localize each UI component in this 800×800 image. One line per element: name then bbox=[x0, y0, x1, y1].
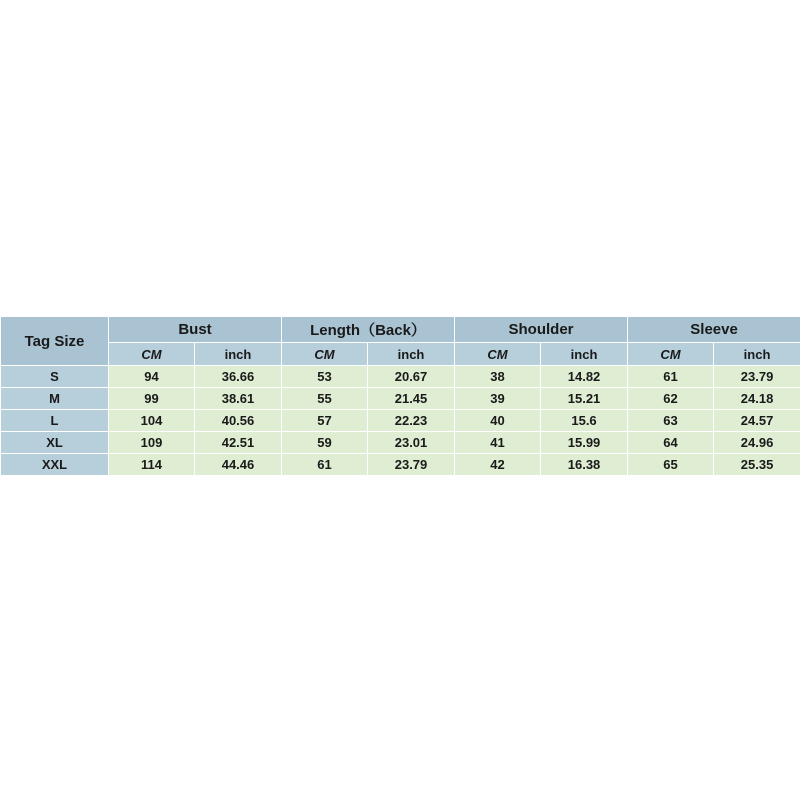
header-unit-length-inch: inch bbox=[368, 343, 455, 366]
cell-length-inch: 22.23 bbox=[368, 410, 455, 432]
cell-sleeve-cm: 65 bbox=[628, 454, 714, 476]
table-row bbox=[1, 366, 800, 388]
cell-bust-inch: 36.66 bbox=[195, 366, 282, 388]
cell-sleeve-inch: 24.96 bbox=[714, 432, 800, 454]
table-row bbox=[1, 410, 800, 432]
table-row bbox=[1, 454, 800, 476]
header-tag-size: Tag Size bbox=[1, 317, 109, 366]
cell-bust-cm: 104 bbox=[109, 410, 195, 432]
cell-sleeve-cm: 62 bbox=[628, 388, 714, 410]
table-body bbox=[1, 366, 800, 476]
size-chart-table bbox=[0, 316, 800, 476]
header-row-units bbox=[1, 343, 800, 366]
cell-length-cm: 57 bbox=[282, 410, 368, 432]
header-unit-bust-cm: CM bbox=[109, 343, 195, 366]
cell-shoulder-cm: 42 bbox=[455, 454, 541, 476]
row-size-label: L bbox=[1, 410, 109, 432]
cell-bust-inch: 38.61 bbox=[195, 388, 282, 410]
cell-shoulder-inch: 15.99 bbox=[541, 432, 628, 454]
row-size-label: S bbox=[1, 366, 109, 388]
header-row-groups bbox=[1, 317, 800, 343]
cell-sleeve-inch: 24.18 bbox=[714, 388, 800, 410]
row-size-label: XL bbox=[1, 432, 109, 454]
cell-sleeve-inch: 24.57 bbox=[714, 410, 800, 432]
cell-bust-cm: 109 bbox=[109, 432, 195, 454]
cell-sleeve-cm: 61 bbox=[628, 366, 714, 388]
header-group-bust: Bust bbox=[109, 317, 282, 343]
header-unit-length-cm: CM bbox=[282, 343, 368, 366]
cell-sleeve-inch: 23.79 bbox=[714, 366, 800, 388]
cell-length-cm: 53 bbox=[282, 366, 368, 388]
header-unit-shoulder-cm: CM bbox=[455, 343, 541, 366]
cell-shoulder-inch: 15.21 bbox=[541, 388, 628, 410]
cell-length-inch: 23.01 bbox=[368, 432, 455, 454]
cell-shoulder-cm: 41 bbox=[455, 432, 541, 454]
cell-shoulder-inch: 14.82 bbox=[541, 366, 628, 388]
cell-shoulder-cm: 39 bbox=[455, 388, 541, 410]
header-group-shoulder: Shoulder bbox=[455, 317, 628, 343]
row-size-label: M bbox=[1, 388, 109, 410]
header-unit-bust-inch: inch bbox=[195, 343, 282, 366]
cell-shoulder-cm: 40 bbox=[455, 410, 541, 432]
cell-length-cm: 55 bbox=[282, 388, 368, 410]
header-unit-sleeve-cm: CM bbox=[628, 343, 714, 366]
size-chart-container bbox=[0, 316, 800, 476]
cell-bust-cm: 94 bbox=[109, 366, 195, 388]
cell-sleeve-cm: 63 bbox=[628, 410, 714, 432]
cell-shoulder-inch: 16.38 bbox=[541, 454, 628, 476]
cell-shoulder-cm: 38 bbox=[455, 366, 541, 388]
table-header bbox=[1, 317, 800, 366]
table-row bbox=[1, 388, 800, 410]
header-group-sleeve: Sleeve bbox=[628, 317, 800, 343]
header-group-length-back: Length（Back） bbox=[282, 317, 455, 343]
cell-bust-inch: 40.56 bbox=[195, 410, 282, 432]
table-row bbox=[1, 432, 800, 454]
cell-length-cm: 59 bbox=[282, 432, 368, 454]
cell-sleeve-cm: 64 bbox=[628, 432, 714, 454]
cell-bust-cm: 114 bbox=[109, 454, 195, 476]
cell-shoulder-inch: 15.6 bbox=[541, 410, 628, 432]
cell-bust-cm: 99 bbox=[109, 388, 195, 410]
row-size-label: XXL bbox=[1, 454, 109, 476]
header-unit-shoulder-inch: inch bbox=[541, 343, 628, 366]
cell-sleeve-inch: 25.35 bbox=[714, 454, 800, 476]
cell-bust-inch: 42.51 bbox=[195, 432, 282, 454]
cell-bust-inch: 44.46 bbox=[195, 454, 282, 476]
cell-length-cm: 61 bbox=[282, 454, 368, 476]
cell-length-inch: 21.45 bbox=[368, 388, 455, 410]
header-unit-sleeve-inch: inch bbox=[714, 343, 800, 366]
cell-length-inch: 23.79 bbox=[368, 454, 455, 476]
cell-length-inch: 20.67 bbox=[368, 366, 455, 388]
